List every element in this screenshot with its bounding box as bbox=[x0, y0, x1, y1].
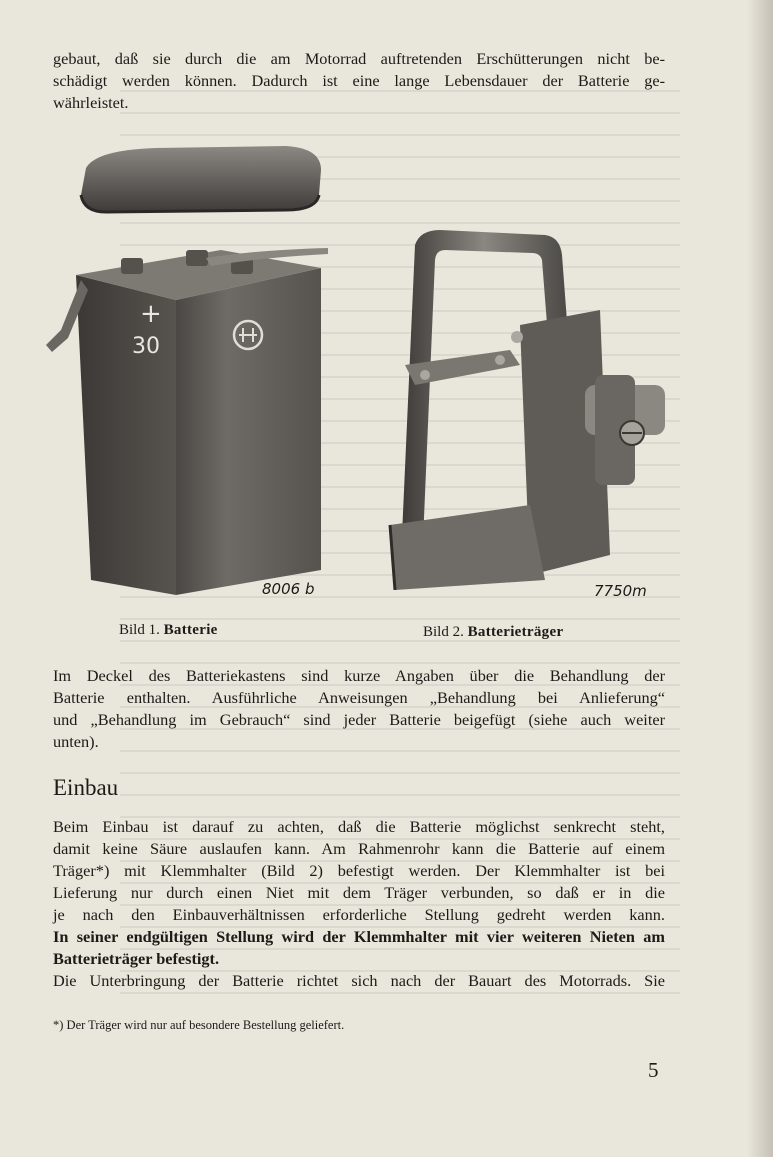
intro-line: währleistet. bbox=[53, 93, 129, 112]
deckel-line: und „Behandlung im Gebrauch“ sind jeder Batterie beigefügt (siehe auch weiter bbox=[53, 710, 665, 729]
battery-illustration bbox=[36, 140, 336, 605]
figure2-code: 7750m bbox=[594, 582, 647, 600]
figure1-caption-label: Bild 1. bbox=[119, 622, 160, 638]
section-heading-einbau: Einbau bbox=[53, 775, 119, 800]
einbau-line: damit keine Säure auslaufen kann. Am Rahmenrohr kann die Batterie auf einem bbox=[53, 839, 665, 858]
footnote: *) Der Träger wird nur auf besondere Bestellung geliefert. bbox=[53, 1018, 345, 1032]
einbau-last-line: Die Unterbringung der Batterie richtet sich nach der Bauart des Motorrads. Sie bbox=[53, 971, 665, 990]
page-number: 5 bbox=[648, 1058, 659, 1082]
figure2-caption-label: Bild 2. bbox=[423, 624, 464, 640]
figure1-caption bbox=[119, 622, 218, 639]
einbau-line: Lieferung nur durch einen Niet mit dem Träger verbunden, so daß er in die bbox=[53, 883, 665, 902]
einbau-bold-line: Batterieträger befestigt. bbox=[53, 949, 220, 968]
page-gutter-shadow bbox=[747, 0, 773, 1157]
deckel-line: Batterie enthalten. Ausführliche Anweisungen „Behandlung bei Anlieferung“ bbox=[53, 688, 665, 707]
battery-carrier-illustration bbox=[370, 225, 670, 590]
intro-paragraph bbox=[53, 48, 665, 114]
einbau-bold-line: In seiner endgültigen Stellung wird der Klemmhalter mit vier weiteren Nieten am bbox=[53, 927, 665, 946]
einbau-line: Beim Einbau ist darauf zu achten, daß die Batterie möglichst senkrecht steht, bbox=[53, 817, 665, 836]
battery-voltage-marking: 30 bbox=[132, 334, 160, 359]
einbau-line: Träger*) mit Klemmhalter (Bild 2) befestigt werden. Der Klemmhalter ist bei bbox=[53, 861, 665, 880]
intro-line: schädigt werden können. Dadurch ist eine lange Lebensdauer der Batterie ge- bbox=[53, 71, 665, 90]
deckel-paragraph bbox=[53, 665, 665, 753]
battery-plus-marking: + bbox=[140, 299, 162, 329]
deckel-line: unten). bbox=[53, 732, 99, 751]
figure1-code: 8006 b bbox=[262, 580, 315, 598]
deckel-line: Im Deckel des Batteriekastens sind kurze Angaben über die Behandlung der bbox=[53, 666, 665, 685]
figure1-caption-name: Batterie bbox=[163, 622, 218, 638]
figure2-caption bbox=[423, 624, 563, 641]
einbau-line: je nach den Einbauverhältnissen erforderliche Stellung gedreht werden kann. bbox=[53, 905, 665, 924]
intro-line: gebaut, daß sie durch die am Motorrad auftretenden Erschütterungen nicht be- bbox=[53, 49, 665, 68]
einbau-paragraph bbox=[53, 816, 665, 992]
figure2-caption-name: Batterieträger bbox=[467, 624, 564, 640]
